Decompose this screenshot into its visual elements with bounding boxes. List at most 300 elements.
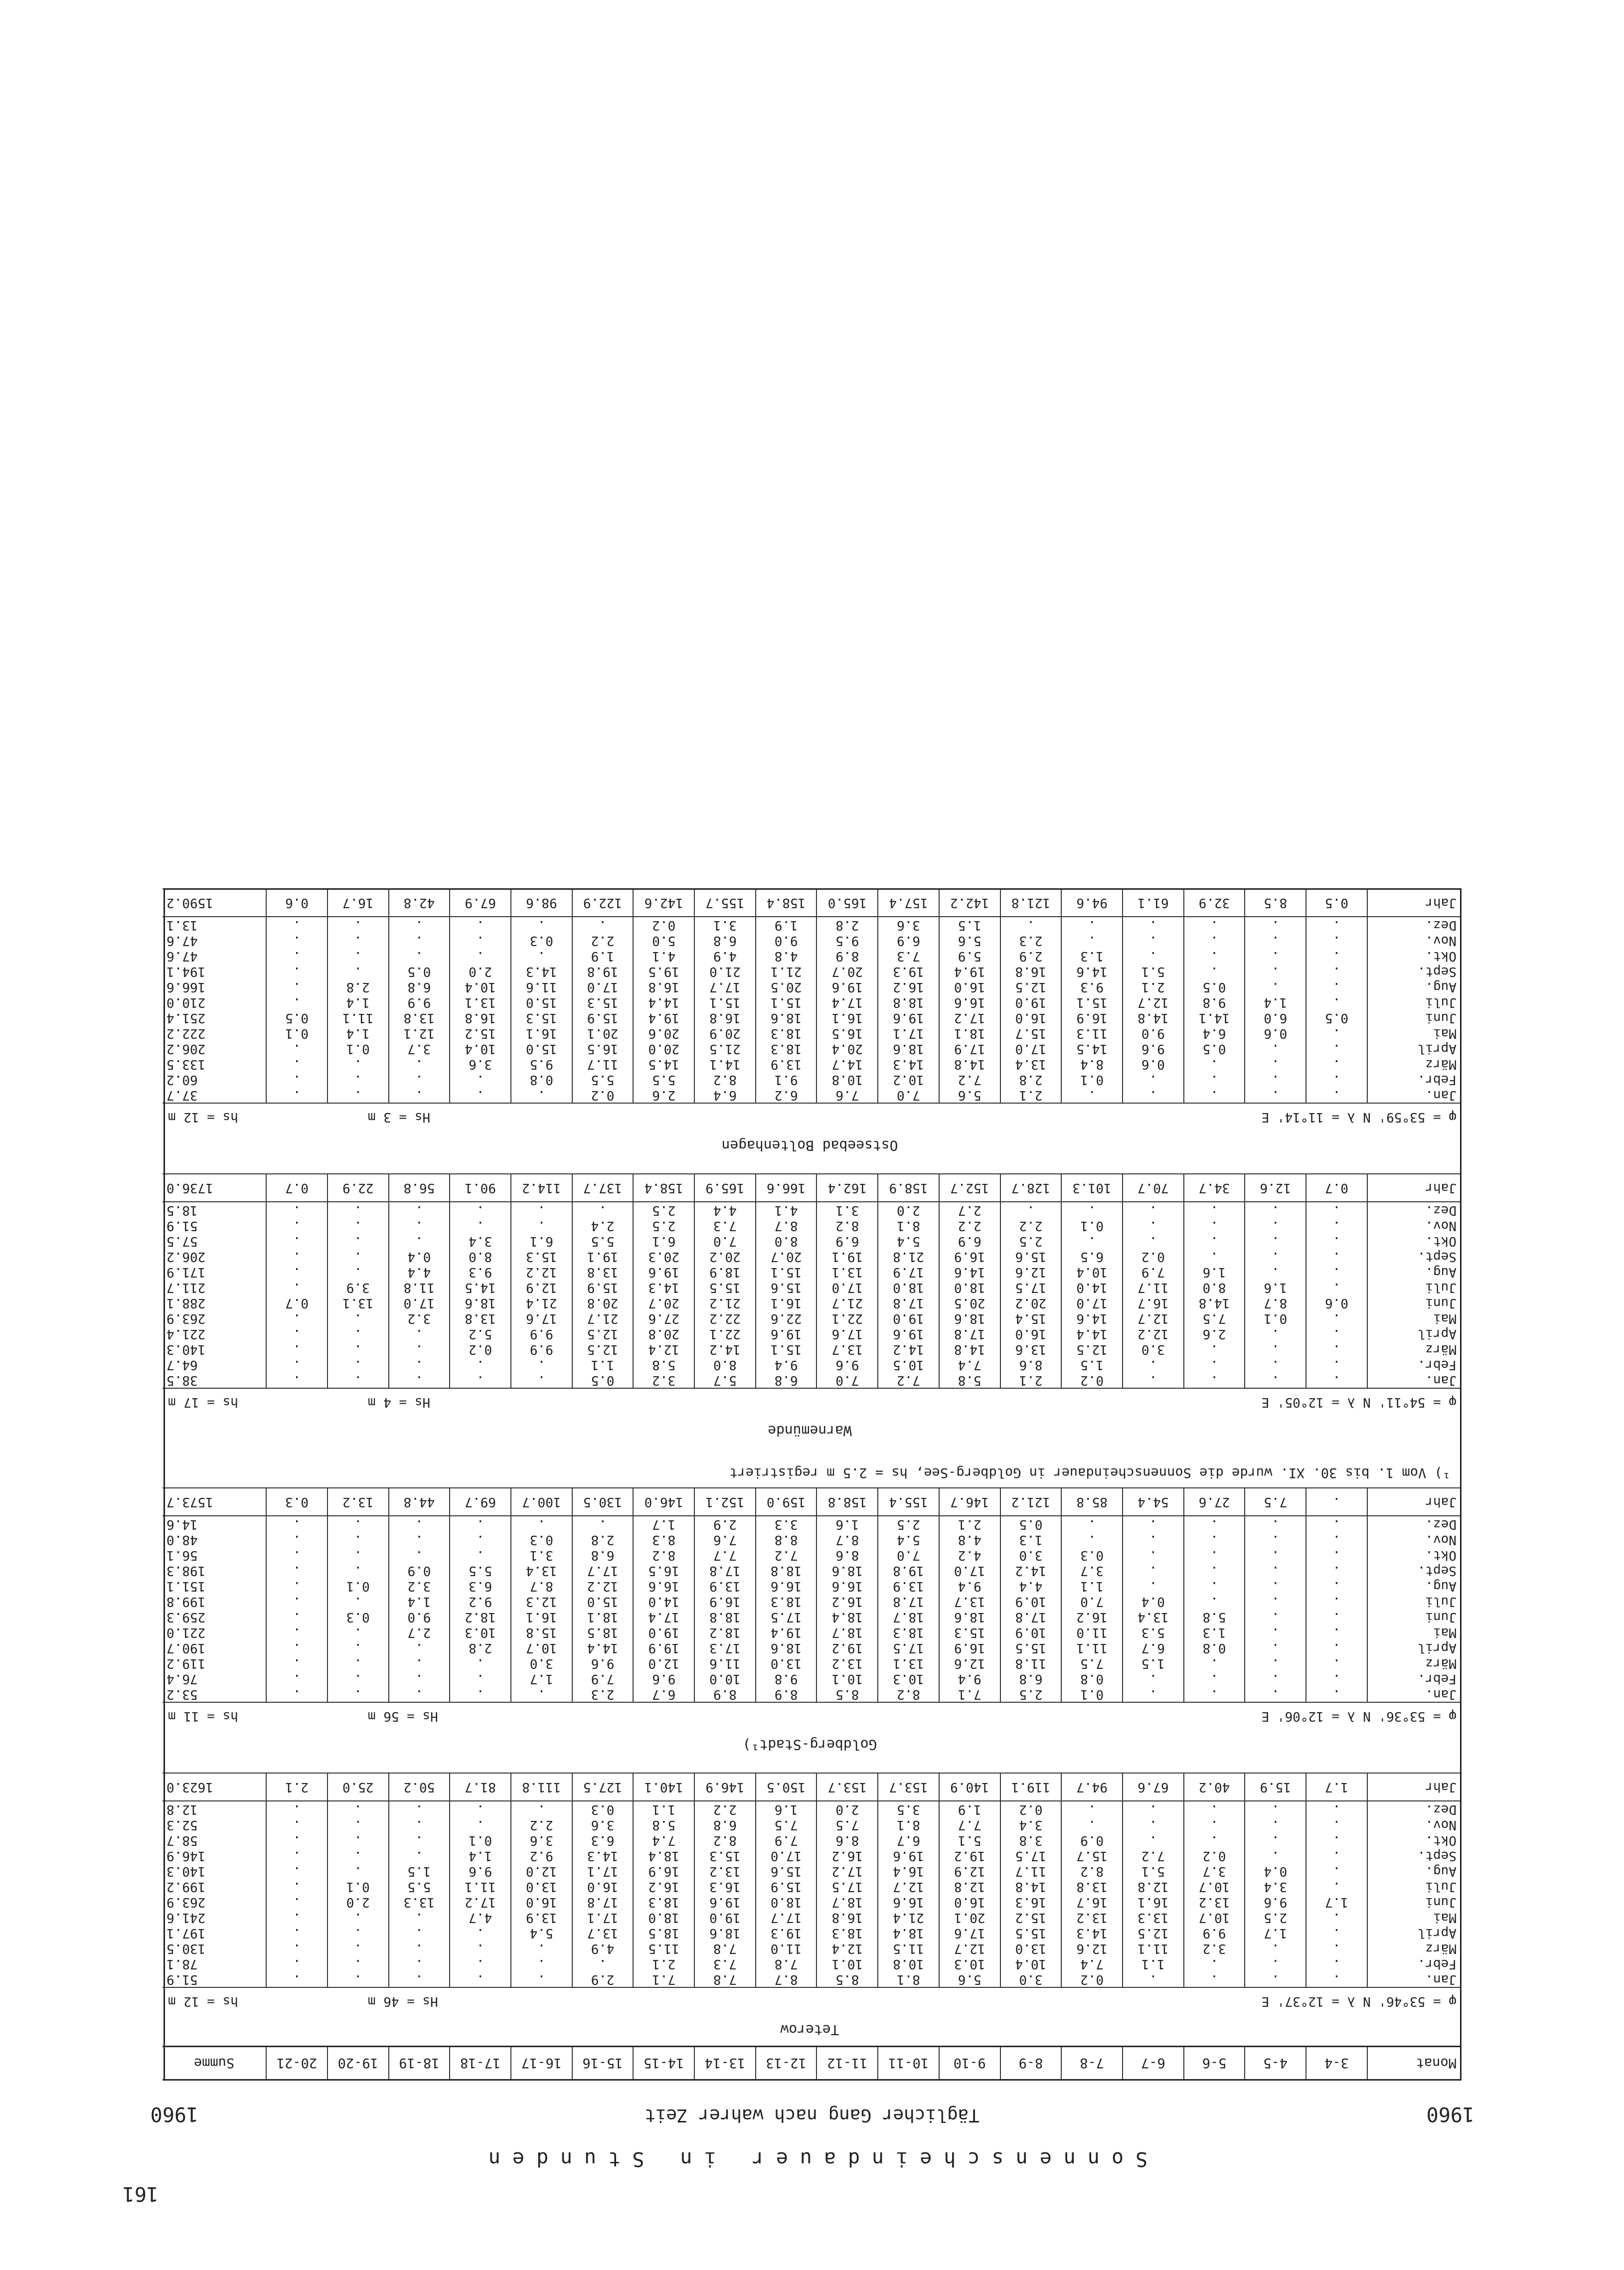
hour-value: 17.9	[939, 1041, 1000, 1056]
hour-value: 14.8	[1123, 1010, 1184, 1025]
hour-value: 10.9	[1000, 1624, 1062, 1640]
hour-value: .	[389, 1941, 450, 1956]
hour-value: .	[389, 1072, 450, 1087]
hour-value: 2.8	[327, 979, 389, 994]
hour-value: 12.8	[1123, 1879, 1184, 1894]
hour-value: 9.9	[511, 1326, 572, 1341]
hour-value: 19.6	[816, 979, 878, 994]
hour-value: 17.8	[694, 1563, 756, 1578]
hour-value: 9.3	[450, 1264, 511, 1280]
hour-value: 10.3	[878, 1671, 939, 1686]
hour-value: 15.8	[511, 1624, 572, 1640]
hour-value: 14.7	[816, 1056, 878, 1072]
hour-value: 19.1	[572, 1249, 634, 1264]
row-sum: 47.6	[162, 948, 266, 964]
hour-value: 13.4	[1123, 1609, 1184, 1624]
table-row	[162, 1801, 1461, 1817]
hour-value: 5.6	[939, 1087, 1000, 1103]
total-value: 101.3	[1061, 1174, 1123, 1202]
hour-value: 1.6	[756, 1801, 817, 1817]
total-sum: 1736.0	[162, 1174, 266, 1202]
hour-value: 13.9	[511, 1910, 572, 1925]
hour-value: 9.5	[816, 933, 878, 948]
row-sum: 56.1	[162, 1547, 266, 1563]
header-hour: 14-15	[633, 2047, 694, 2080]
hour-value: 14.2	[1000, 1563, 1062, 1578]
hour-value: .	[511, 1372, 572, 1388]
total-value: 0.5	[1306, 889, 1367, 917]
row-month: Sept.	[1417, 1249, 1457, 1264]
hour-value: 7.6	[694, 1532, 756, 1547]
total-value: 152.1	[694, 1488, 756, 1516]
table-row	[162, 1264, 1461, 1280]
row-sum: 259.3	[162, 1609, 266, 1624]
hour-value: .	[327, 1547, 389, 1563]
hour-value: 17.0	[939, 1563, 1000, 1578]
row-sum: 78.1	[162, 1956, 266, 1971]
table-body	[162, 889, 1461, 2047]
hour-value: 14.5	[633, 1056, 694, 1072]
hour-value: .	[266, 1218, 327, 1233]
row-month: April	[1417, 1640, 1457, 1655]
hour-value: 14.3	[878, 1056, 939, 1072]
hour-value: 9.9	[389, 994, 450, 1010]
total-value: 121.2	[1000, 1488, 1062, 1516]
row-month: Juni	[1425, 1010, 1457, 1025]
hour-value: 6.7	[1123, 1640, 1184, 1655]
hour-value: 0.4	[1123, 1594, 1184, 1609]
total-value: 13.2	[327, 1488, 389, 1516]
header-hour: 10-11	[878, 2047, 939, 2080]
table-row	[162, 1516, 1461, 1532]
hour-value: 15.6	[756, 1280, 817, 1295]
hour-value: 17.3	[694, 1640, 756, 1655]
row-month: Jan.	[1425, 1972, 1457, 1987]
hour-value: .	[1306, 1956, 1367, 1971]
header-hour: 13-14	[694, 2047, 756, 2080]
hour-value: .	[327, 1925, 389, 1941]
row-sum: 197.1	[162, 1925, 266, 1941]
hour-value: 19.6	[878, 1326, 939, 1341]
hour-value: 18.9	[694, 1264, 756, 1280]
total-value: 32.9	[1184, 889, 1245, 917]
table-row	[162, 1341, 1461, 1357]
hour-value: .	[1306, 1249, 1367, 1264]
hour-value: .	[327, 1671, 389, 1686]
hour-value: 9.0	[389, 1609, 450, 1624]
hour-value: 7.9	[1123, 1264, 1184, 1280]
hour-value: .	[266, 1249, 327, 1264]
hour-value: 10.3	[939, 1956, 1000, 1971]
hour-value: 0.1	[1245, 1310, 1306, 1326]
hour-value: .	[389, 1925, 450, 1941]
hour-value: 0.3	[1061, 1547, 1123, 1563]
hour-value: 0.2	[1061, 1372, 1123, 1388]
hour-value: 1.5	[389, 1863, 450, 1879]
hour-value: 4.4	[389, 1264, 450, 1280]
row-month: Aug.	[1425, 1265, 1457, 1280]
header-hour: 17-18	[450, 2047, 511, 2080]
table-row	[162, 1894, 1461, 1910]
hour-value: 16.9	[939, 1640, 1000, 1655]
hour-value: .	[1245, 1624, 1306, 1640]
hour-value: 8.6	[816, 1832, 878, 1848]
hour-value: 2.5	[633, 1218, 694, 1233]
hour-value: .	[266, 1941, 327, 1956]
station-coords-cell	[162, 1702, 1461, 1730]
hour-value: 12.2	[511, 1264, 572, 1280]
hour-value: 16.1	[511, 1025, 572, 1041]
hour-value: 20.2	[694, 1249, 756, 1264]
hour-value: 18.2	[694, 1624, 756, 1640]
hour-value: 18.4	[816, 1609, 878, 1624]
hour-value: 1.1	[1123, 1956, 1184, 1971]
row-month: Juli	[1425, 1594, 1457, 1609]
total-sum: 1573.7	[162, 1488, 266, 1516]
hour-value: .	[266, 1041, 327, 1056]
hour-value: .	[1184, 1056, 1245, 1072]
hour-value: .	[1123, 1547, 1184, 1563]
hour-value: 0.3	[511, 1532, 572, 1547]
hour-value: 17.6	[816, 1326, 878, 1341]
hour-value: 14.6	[1061, 1310, 1123, 1326]
hour-value: 19.6	[878, 1010, 939, 1025]
hour-value: .	[450, 1357, 511, 1372]
total-value: 158.8	[816, 1488, 878, 1516]
total-value: 153.7	[816, 1773, 878, 1801]
station-coords-row	[162, 1103, 1461, 1131]
hour-value: 15.2	[450, 1025, 511, 1041]
hour-value: .	[327, 1233, 389, 1249]
hour-value: .	[450, 1686, 511, 1702]
hour-value: 18.2	[450, 1609, 511, 1624]
hour-value: .	[1245, 1971, 1306, 1987]
hour-value: 3.4	[450, 1233, 511, 1249]
hour-value: 22.2	[694, 1310, 756, 1326]
hour-value: .	[327, 917, 389, 933]
hour-value: .	[450, 1072, 511, 1087]
hour-value: 0.8	[511, 1072, 572, 1087]
hour-value: 2.2	[939, 1218, 1000, 1233]
total-value: 130.5	[572, 1488, 634, 1516]
hour-value: .	[389, 1233, 450, 1249]
hour-value: 6.7	[878, 1832, 939, 1848]
hour-value: 9.4	[939, 1578, 1000, 1594]
hour-value: 13.1	[450, 994, 511, 1010]
hour-value: 7.3	[878, 948, 939, 964]
hour-value: 12.4	[633, 1341, 694, 1357]
hour-value: 18.7	[878, 1609, 939, 1624]
table-row	[162, 979, 1461, 994]
hour-value: .	[389, 948, 450, 964]
hour-value: .	[389, 1971, 450, 1987]
hour-value: .	[327, 1594, 389, 1609]
hour-value: 19.8	[572, 964, 634, 979]
station-elevation: Hs = 56 m	[367, 1709, 438, 1724]
hour-value: .	[266, 979, 327, 994]
hour-value: .	[450, 1817, 511, 1832]
header-hour: 6-7	[1123, 2047, 1184, 2080]
hour-value: 2.0	[878, 1202, 939, 1218]
hour-value: 7.0	[1061, 1594, 1123, 1609]
hour-value: 9.0	[756, 933, 817, 948]
hour-value: 6.2	[756, 1087, 817, 1103]
hour-value: 14.5	[450, 1280, 511, 1295]
row-month: Okt.	[1425, 1833, 1457, 1848]
hour-value: .	[450, 933, 511, 948]
hour-value: 15.5	[694, 1280, 756, 1295]
hour-value: 14.8	[1184, 1295, 1245, 1310]
row-month: Nov.	[1425, 1218, 1457, 1233]
hour-value: .	[389, 1832, 450, 1848]
hour-value: 6.8	[1000, 1671, 1062, 1686]
hour-value: .	[1306, 1910, 1367, 1925]
sunshine-table	[162, 888, 1461, 2081]
hour-value: .	[327, 1971, 389, 1987]
hour-value: 16.0	[939, 1894, 1000, 1910]
hour-value: .	[389, 1326, 450, 1341]
total-value: 2.1	[266, 1773, 327, 1801]
hour-value: 13.3	[1123, 1910, 1184, 1925]
hour-value: 9.4	[756, 1357, 817, 1372]
hour-value: 10.4	[450, 979, 511, 994]
table-row	[162, 1640, 1461, 1655]
row-month: Nov.	[1425, 1532, 1457, 1547]
hour-value: 15.9	[756, 1879, 817, 1894]
hour-value: .	[1123, 1563, 1184, 1578]
hour-value: 16.7	[1061, 1894, 1123, 1910]
row-month: Nov.	[1425, 1817, 1457, 1832]
row-month: Mai	[1433, 1910, 1457, 1925]
hour-value: 2.5	[1000, 1686, 1062, 1702]
hour-value: 15.0	[511, 1041, 572, 1056]
hour-value: .	[1061, 933, 1123, 948]
hour-value: 10.4	[450, 1041, 511, 1056]
header-hour: 20-21	[266, 2047, 327, 2080]
hour-value: .	[1306, 1624, 1367, 1640]
hour-value: 18.5	[572, 1624, 634, 1640]
hour-value: 6.4	[694, 1087, 756, 1103]
hour-value: .	[1123, 1832, 1184, 1848]
table-row	[162, 1609, 1461, 1624]
hour-value: .	[511, 1357, 572, 1372]
hour-value: .	[511, 948, 572, 964]
station-gap	[162, 1161, 1461, 1174]
total-value: 165.9	[694, 1174, 756, 1202]
hour-value: 19.2	[816, 1640, 878, 1655]
hour-value: 19.0	[1000, 994, 1062, 1010]
hour-value: 17.8	[878, 1295, 939, 1310]
hour-value: 13.9	[756, 1056, 817, 1072]
hour-value: 12.7	[1123, 1310, 1184, 1326]
hour-value: 8.0	[756, 1233, 817, 1249]
table-row	[162, 1218, 1461, 1233]
row-sum: 146.9	[162, 1848, 266, 1863]
hour-value: 3.0	[1000, 1971, 1062, 1987]
hour-value: 6.8	[389, 979, 450, 994]
hour-value: 2.8	[450, 1640, 511, 1655]
hour-value: .	[1306, 933, 1367, 948]
hour-value: 8.2	[1061, 1863, 1123, 1879]
hour-value: 0.5	[1000, 1516, 1062, 1532]
total-value: 122.9	[572, 889, 634, 917]
hour-value: 8.2	[694, 1072, 756, 1087]
hour-value: 10.5	[878, 1357, 939, 1372]
station-name: Teterow	[780, 2022, 839, 2039]
hour-value: 15.1	[1061, 994, 1123, 1010]
hour-value: 0.6	[1306, 1295, 1367, 1310]
hour-value: 8.7	[816, 1532, 878, 1547]
hour-value: 8.7	[756, 1218, 817, 1233]
hour-value: 13.2	[1184, 1894, 1245, 1910]
hour-value: 14.6	[939, 1264, 1000, 1280]
hour-value: 6.8	[694, 1817, 756, 1832]
header-hour: 5-6	[1184, 2047, 1245, 2080]
hour-value: 0.1	[1061, 1686, 1123, 1702]
total-value: 140.9	[939, 1773, 1000, 1801]
total-value: 142.6	[633, 889, 694, 917]
hour-value: 9.6	[1123, 1041, 1184, 1056]
hour-value: .	[389, 1087, 450, 1103]
hour-value: 13.6	[1000, 1341, 1062, 1357]
hour-value: 10.4	[1000, 1956, 1062, 1971]
total-value: 140.1	[633, 1773, 694, 1801]
hour-value: .	[1245, 979, 1306, 994]
hour-value: 16.2	[816, 1848, 878, 1863]
hour-value: 16.1	[756, 1295, 817, 1310]
hour-value: .	[511, 1941, 572, 1956]
hour-value: .	[1306, 1202, 1367, 1218]
footnote: ¹) Vom 1. bis 30. XI. wurde die Sonnenscheindauer in Goldberg-See, hs = 2.5 m registriert	[162, 1459, 1461, 1488]
hour-value: 13.8	[572, 1264, 634, 1280]
hour-value: .	[511, 1801, 572, 1817]
hour-value: 14.6	[1061, 964, 1123, 979]
hour-value: 14.2	[694, 1341, 756, 1357]
hour-value: .	[327, 1249, 389, 1264]
hour-value: .	[266, 1609, 327, 1624]
hour-value: .	[327, 1941, 389, 1956]
hour-value: 8.4	[1061, 1056, 1123, 1072]
total-value: 40.2	[1184, 1773, 1245, 1801]
hour-value: .	[1245, 1218, 1306, 1233]
hour-value: 1.7	[511, 1671, 572, 1686]
hour-value: 7.3	[694, 1956, 756, 1971]
hour-value: .	[389, 1056, 450, 1072]
hour-value: 21.5	[694, 1041, 756, 1056]
hour-value: 3.1	[816, 1202, 878, 1218]
hour-value: 12.0	[633, 1655, 694, 1671]
hour-value: .	[1245, 1655, 1306, 1671]
hour-value: .	[1245, 1640, 1306, 1655]
hour-value: 2.6	[633, 1087, 694, 1103]
hour-value: .	[389, 1202, 450, 1218]
hour-value: 8.8	[756, 1532, 817, 1547]
hour-value: 20.5	[756, 979, 817, 994]
hour-value: 3.7	[389, 1041, 450, 1056]
hour-value: 0.9	[1061, 1832, 1123, 1848]
hour-value: .	[450, 1372, 511, 1388]
hour-value: 0.1	[450, 1832, 511, 1848]
hour-value: 1.7	[1306, 1894, 1367, 1910]
hour-value: .	[327, 1372, 389, 1388]
hour-value: 20.1	[572, 1025, 634, 1041]
hour-value: .	[1184, 1971, 1245, 1987]
hour-value: 0.5	[266, 1010, 327, 1025]
hour-value: 5.5	[572, 1072, 634, 1087]
hour-value: 4.8	[939, 1532, 1000, 1547]
hour-value: .	[450, 1087, 511, 1103]
total-value: 8.5	[1245, 889, 1306, 917]
hour-value: .	[1306, 1056, 1367, 1072]
hour-value: .	[327, 1817, 389, 1832]
hour-value: 8.7	[756, 1971, 817, 1987]
hour-value: 6.8	[572, 1547, 634, 1563]
hour-value: .	[266, 1817, 327, 1832]
hour-value: .	[1245, 1801, 1306, 1817]
hour-value: 7.0	[878, 1087, 939, 1103]
hour-value: .	[266, 1801, 327, 1817]
hour-value: 9.6	[1245, 1894, 1306, 1910]
hour-value: .	[1306, 1072, 1367, 1087]
hour-value: 16.8	[450, 1010, 511, 1025]
hour-value: 10.1	[816, 1956, 878, 1971]
table-row	[162, 1941, 1461, 1956]
header-hour: 11-12	[816, 2047, 878, 2080]
hour-value: .	[327, 1686, 389, 1702]
hour-value: 5.5	[572, 1233, 634, 1249]
hour-value: .	[389, 1357, 450, 1372]
hour-value: 3.8	[1000, 1832, 1062, 1848]
table-row	[162, 1025, 1461, 1041]
hour-value: 19.8	[878, 1563, 939, 1578]
hour-value: .	[1245, 1609, 1306, 1624]
header-hour: 12-13	[756, 2047, 817, 2080]
hour-value: 5.9	[939, 948, 1000, 964]
hour-value: .	[327, 1072, 389, 1087]
hour-value: 2.0	[450, 964, 511, 979]
hour-value: 7.7	[939, 1817, 1000, 1832]
hour-value: 7.8	[756, 1956, 817, 1971]
hour-value: 11.0	[1061, 1624, 1123, 1640]
hour-value: 12.2	[1123, 1326, 1184, 1341]
hour-value: 11.7	[1000, 1863, 1062, 1879]
hour-value: 20.7	[633, 1295, 694, 1310]
table-row	[162, 1624, 1461, 1640]
hour-value: 0.6	[1245, 1025, 1306, 1041]
total-value: 111.8	[511, 1773, 572, 1801]
row-month: März	[1425, 1057, 1457, 1072]
hour-value: 0.4	[1245, 1863, 1306, 1879]
hour-value: 15.6	[1000, 1249, 1062, 1264]
hour-value: 5.5	[633, 1072, 694, 1087]
hour-value: 8.9	[694, 1686, 756, 1702]
hour-value: 7.5	[816, 1817, 878, 1832]
hour-value: 15.0	[572, 1594, 634, 1609]
hour-value: 8.5	[816, 1971, 878, 1987]
hour-value: 18.6	[878, 1041, 939, 1056]
total-value: 100.7	[511, 1488, 572, 1516]
hour-value: 3.6	[878, 917, 939, 933]
hour-value: 15.5	[1000, 1925, 1062, 1941]
hour-value: .	[266, 1264, 327, 1280]
total-value: 128.7	[1000, 1174, 1062, 1202]
hour-value: .	[1306, 979, 1367, 994]
station-sensor-height: hs = 11 m	[168, 1709, 238, 1724]
hour-value: .	[450, 1532, 511, 1547]
hour-value: .	[266, 1072, 327, 1087]
hour-value: 16.4	[878, 1863, 939, 1879]
total-value: 0.3	[266, 1488, 327, 1516]
